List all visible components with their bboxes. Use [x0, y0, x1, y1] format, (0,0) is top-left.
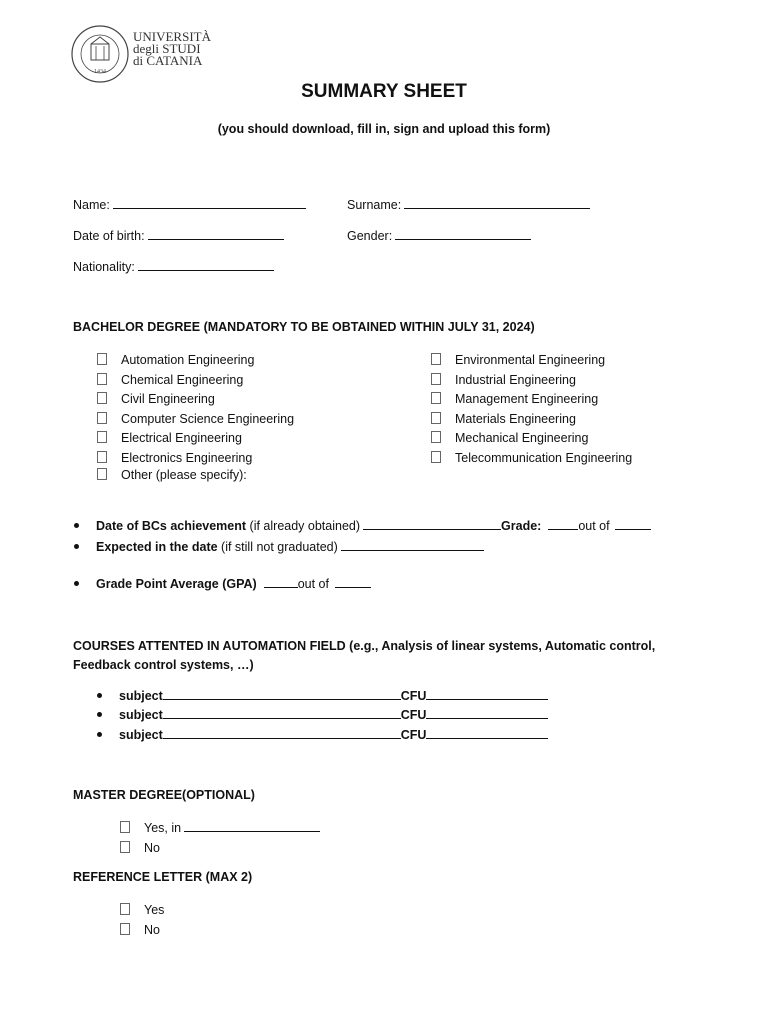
master-options	[120, 819, 320, 858]
degree-option[interactable]: Industrial Engineering	[431, 371, 632, 391]
checkbox[interactable]	[431, 451, 441, 463]
bullet-icon	[97, 693, 102, 698]
checkbox[interactable]	[431, 412, 441, 424]
bullet-icon	[74, 581, 79, 586]
checkbox[interactable]	[97, 373, 107, 385]
degree-option[interactable]: Automation Engineering	[97, 351, 294, 371]
reference-yes-option[interactable]: Yes	[120, 901, 164, 921]
subject-row[interactable]: subject CFU	[97, 706, 548, 722]
university-seal-icon	[70, 24, 130, 84]
degree-option[interactable]: Computer Science Engineering	[97, 410, 294, 430]
courses-heading: COURSES ATTENTED IN AUTOMATION FIELD (e.g., Analysis of linear systems, Automatic control, Feedback control systems, …)	[73, 639, 656, 672]
gender-field[interactable]	[347, 227, 531, 243]
bcs-date-row[interactable]: Date of BCs achievement (if already obtained) Grade: out of	[74, 517, 651, 533]
nationality-label: Nationality:	[73, 260, 135, 274]
name-field[interactable]	[73, 196, 306, 212]
checkbox[interactable]	[97, 451, 107, 463]
page-subtitle: (you should download, fill in, sign and upload this form)	[217, 122, 551, 136]
degree-option[interactable]: Materials Engineering	[431, 410, 632, 430]
dob-label: Date of birth:	[73, 229, 145, 243]
degree-option-other[interactable]: Other (please specify):	[97, 466, 294, 486]
name-label: Name:	[73, 198, 110, 212]
checkbox[interactable]	[97, 431, 107, 443]
checkbox[interactable]	[431, 353, 441, 365]
bullet-icon	[74, 523, 79, 528]
checkbox[interactable]	[120, 841, 130, 853]
degree-option[interactable]: Management Engineering	[431, 390, 632, 410]
surname-field[interactable]	[347, 196, 590, 212]
nationality-field[interactable]	[73, 258, 274, 274]
gpa-row[interactable]: Grade Point Average (GPA) out of	[74, 575, 371, 591]
bullet-icon	[74, 544, 79, 549]
degree-option[interactable]: Environmental Engineering	[431, 351, 632, 371]
checkbox[interactable]	[97, 353, 107, 365]
master-yes-option[interactable]: Yes, in	[120, 819, 320, 839]
gender-label: Gender:	[347, 229, 393, 243]
reference-options	[120, 901, 164, 940]
grade-label: Grade:	[501, 519, 542, 533]
checkbox[interactable]	[97, 412, 107, 424]
degree-option[interactable]: Telecommunication Engineering	[431, 449, 632, 469]
checkbox[interactable]	[431, 373, 441, 385]
surname-label: Surname:	[347, 198, 402, 212]
expected-date-row[interactable]: Expected in the date (if still not graduated)	[74, 538, 484, 554]
degree-option[interactable]: Chemical Engineering	[97, 371, 294, 391]
page-title: SUMMARY SHEET	[301, 81, 467, 102]
logo-line-1: UNIVERSITÀ	[133, 29, 211, 44]
degree-option[interactable]: Mechanical Engineering	[431, 429, 632, 449]
checkbox[interactable]	[120, 923, 130, 935]
dob-field[interactable]	[73, 227, 284, 243]
checkbox[interactable]	[431, 392, 441, 404]
logo-line-2: degli STUDI	[133, 41, 201, 56]
bachelor-heading: BACHELOR DEGREE (MANDATORY TO BE OBTAINED WITHIN JULY 31, 2024)	[73, 320, 535, 334]
degree-option[interactable]: Electrical Engineering	[97, 429, 294, 449]
reference-no-option[interactable]: No	[120, 921, 164, 941]
reference-heading: REFERENCE LETTER (MAX 2)	[73, 870, 253, 884]
degree-option[interactable]: Electronics Engineering	[97, 449, 294, 469]
subject-row[interactable]: subject CFU	[97, 726, 548, 742]
bachelor-right-list	[431, 351, 632, 468]
logo-line-3: di CATANIA	[133, 53, 203, 68]
university-logo	[70, 24, 220, 84]
bullet-icon	[97, 712, 102, 717]
checkbox[interactable]	[120, 821, 130, 833]
subject-row[interactable]: subject CFU	[97, 687, 548, 703]
checkbox[interactable]	[120, 903, 130, 915]
checkbox[interactable]	[97, 468, 107, 480]
checkbox[interactable]	[431, 431, 441, 443]
degree-option[interactable]: Civil Engineering	[97, 390, 294, 410]
bullet-icon	[97, 732, 102, 737]
master-no-option[interactable]: No	[120, 839, 320, 859]
bachelor-left-list	[97, 351, 294, 486]
checkbox[interactable]	[97, 392, 107, 404]
svg-text:1434: 1434	[94, 69, 106, 75]
master-heading: MASTER DEGREE(OPTIONAL)	[73, 788, 255, 802]
